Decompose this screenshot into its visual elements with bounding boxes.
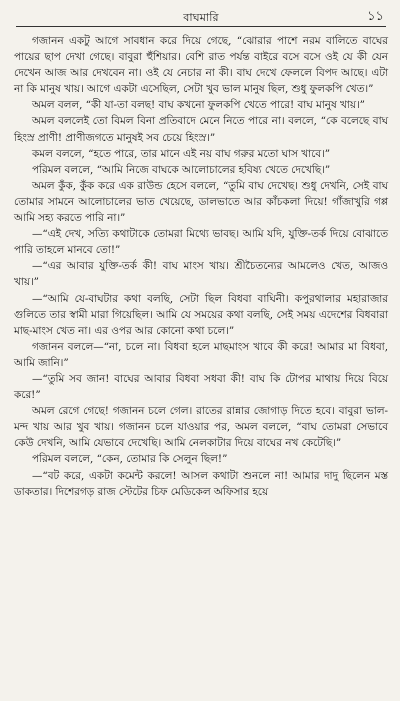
paragraph: অমল রেগে গেছে! গজানন চলে গেল। রাতের রান্নার জোগাড় দিতে হবে। বাবুরা ভাল-মন্দ খায় আর খুব খায়। গজানন চলে যাওয়ার পর, অমল বললে, “বাঘ তোমরা সেভাবে কেউ দেখনি, আমি যেভাবে দেখেছি। আমি নেলকাটার দিয়ে বাঘের নখ কেটেছি।” [14,405,388,450]
paragraph: —“তুমি সব জান! বাঘের আবার বিধবা সধবা কী! বাঘ কি টোপর মাথায় দিয়ে বিয়ে করে!” [14,372,388,402]
running-title: বাঘমারি [183,11,219,24]
paragraph: —“এর আবার যুক্তি-তর্ক কী! বাঘ মাংস খায়। শ্রীচৈতন্যের আমলেও খেত, আজও খায়।” [14,260,388,289]
body-text [14,33,388,500]
paragraph: —“আমি যে-বাঘটার কথা বলছি, সেটা ছিল বিধবা বাঘিনী। কপুরথালার মহারাজার গুলিতে তার স্বামী মারা গিয়েছিল। আমি যে সময়ের কথা বলছি, সেই সময় এদেশের বিধবারা মাছ-মাংস খেত না। এর ওপর আর কোনো কথা চলে।” [14,292,388,337]
paragraph: কমল বললে, “হতে পারে, তার মানে এই নয় বাঘ গরুর মতো ঘাস খাবে।” [32,147,331,160]
paragraph: গজানন একটু আগে সাবধান করে দিয়ে গেছে, “ঝোরার পাশে নরম বালিতে বাঘের পায়ের ছাপ দেখা গেছে। বাবুরা হুঁশিয়ার। বেশি রাত পর্যন্ত বাইরে বসে বসে ওই যে কী যেন দেখেন আজ আর দেখবেন না। ওই যে নেচার না কী। বাঘ দেখে ফেললে বিপদ আছে। এটা না কি মানুষ খায়। আগে একটা এসেছিল, সেটা খুব ভাল মানুষ ছিল, শুধু ফুলকপি খেত।” [14,35,388,96]
paragraph: অমল বললেই তো বিমল বিনা প্রতিবাদে মেনে নিতে পারে না। বললে, “কে বলেছে বাঘ হিংস্র প্রাণী! প্রাণীজগতে মানুষই সব চেয়ে হিংস্র।” [14,115,388,144]
page-number: ১১ [367,9,384,24]
paragraph: অমল বলল, “কী যা-তা বলছ! বাঘ কখনো ফুলকপি খেতে পারে! বাঘ মানুষ খায়।” [32,99,365,112]
page-header [14,6,388,26]
paragraph: পরিমল বললে, “কেন, তোমার কি সেলুন ছিল!” [32,453,228,466]
paragraph: পরিমল বললে, “আমি নিজে বাঘকে আলোচালের হবিষ্য খেতে দেখেছি।” [32,163,331,176]
paragraph: গজানন বললে—“না, চলে না। বিধবা হলে মাছমাংস খাবে কী করে! আমার মা বিধবা, আমি জানি।” [14,340,388,369]
paragraph: অমল কুঁক, কুঁক করে এক রাউন্ড হেসে বললে, “তুমি বাঘ দেখেছ। শুধু দেখনি, সেই বাঘ তোমার সামনে আলোচালের ভাত খেয়েছে, ডালভাতে আর কাঁচকলা দিয়ে! গাঁজাখুরি গপ্প আমি সহ্য করতে পারি না।” [14,179,388,225]
paragraph: —“এই দেখ, সত্যি কথাটাকে তোমরা মিথ্যে ভাবছ। আমি যদি, যুক্তি-তর্ক দিয়ে বোঝাতে পারি তাহলে মানবে তো!” [14,228,388,257]
paragraph: —“বট করে, একটা কমেন্ট করলে! আসল কথাটা শুনলে না! আমার দাদু ছিলেন মস্ত ডাকতার। দিশেরগড় রাজ স্টেটের চিফ মেডিকেল অফিসার হয়ে [14,469,388,498]
